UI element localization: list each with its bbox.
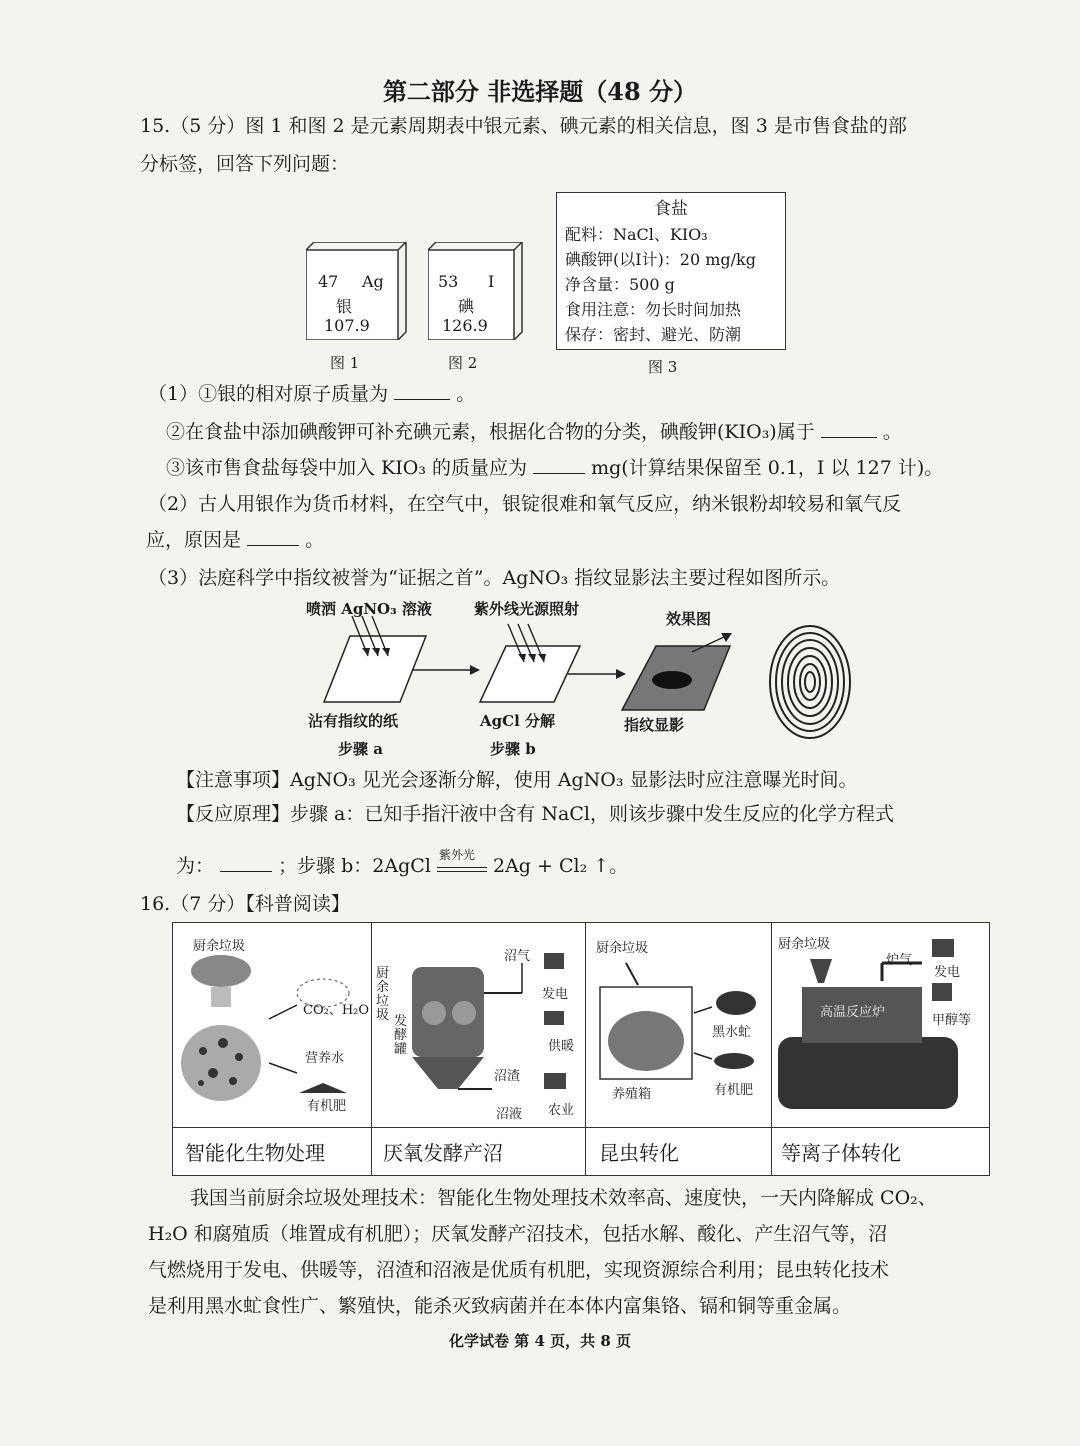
answer-blank[interactable] — [247, 527, 299, 546]
silver-atomic-number: 47 — [318, 272, 339, 291]
panel-plasma — [772, 923, 988, 1127]
salt-label-ingredients: 配料：NaCl、KIO₃ — [565, 225, 708, 244]
salt-label-caution: 食用注意：勿长时间加热 — [565, 300, 742, 319]
panel-insect — [586, 923, 770, 1127]
q15-part2-text: 应，原因是 — [146, 529, 242, 551]
reaction-condition-text: 紫外光 — [438, 848, 475, 862]
decomposition-label: AgCl 分解 — [480, 712, 555, 730]
panel3-box-label: 养殖箱 — [612, 1087, 652, 1102]
silver-name: 银 — [336, 297, 353, 316]
q15-part2-line2 — [146, 526, 324, 554]
reaction-condition — [437, 848, 487, 872]
divider — [173, 1127, 989, 1128]
panel3-larva-label: 黑水虻 — [712, 1025, 752, 1040]
panel-anaerobic — [372, 923, 584, 1127]
q15-part3: （3）法庭科学中指纹被誉为“证据之首”。AgNO₃ 指纹显影法主要过程如图所示。 — [148, 567, 841, 589]
answer-blank[interactable] — [394, 381, 450, 400]
paper-label: 沾有指纹的纸 — [308, 712, 399, 730]
step-spray-label: 喷洒 AgNO₃ 溶液 — [306, 600, 432, 618]
page-footer: 化学试卷 第 4 页，共 8 页 — [449, 1332, 631, 1350]
panel2-biogas-label: 沼气 — [504, 949, 531, 964]
panel3-input-label: 厨余垃圾 — [596, 941, 649, 956]
salt-label — [556, 192, 786, 350]
answer-blank[interactable] — [821, 419, 877, 438]
panel2-input-label: 厨余垃圾 — [376, 966, 390, 1023]
panel2-tank-label: 发酵罐 — [394, 1014, 408, 1057]
reading-line3: 气燃烧用于发电、供暖等，沼渣和沼液是优质有机肥，实现资源综合利用；昆虫转化技术 — [148, 1259, 890, 1281]
q15-part1-a-text: （1）①银的相对原子质量为 — [148, 383, 389, 405]
panel2-power-label: 发电 — [542, 987, 569, 1002]
panel4-gas-label: 炉气 — [886, 953, 913, 968]
process-flow-graphic — [300, 596, 860, 766]
panel1-gas-label: CO₂、H₂O — [303, 1003, 370, 1018]
equation-products: 2Ag + Cl₂ ↑。 — [493, 855, 629, 877]
q16-heading: 16.（7 分）【科普阅读】 — [140, 893, 350, 915]
silver-atomic-mass: 107.9 — [324, 316, 370, 335]
element-card-iodine — [428, 248, 528, 340]
panel2-agriculture-label: 农业 — [548, 1103, 575, 1118]
salt-label-iodate: 碘酸钾(以I计)：20 mg/kg — [565, 250, 756, 269]
salt-label-title: 食盐 — [654, 199, 688, 219]
develop-label: 指纹显影 — [624, 716, 685, 734]
panel2-title: 厌氧发酵产沼 — [383, 1141, 503, 1165]
panel4-methanol-label: 甲醇等 — [932, 1013, 972, 1028]
element-card-silver — [306, 248, 406, 340]
waste-treatment-figure — [172, 922, 990, 1176]
fingerprint-process-diagram — [300, 596, 860, 766]
panel-bio-treatment — [173, 923, 371, 1127]
equation-line — [176, 848, 629, 880]
answer-blank[interactable] — [220, 853, 272, 872]
section-title: 第二部分 非选择题（48 分） — [382, 77, 698, 106]
panel2-heating-label: 供暖 — [548, 1039, 575, 1054]
panel1-title: 智能化生物处理 — [185, 1141, 325, 1165]
step-b-label: 步骤 b — [490, 740, 536, 758]
silver-symbol: Ag — [362, 272, 384, 291]
fig3-caption: 图 3 — [648, 358, 678, 376]
q15-intro-line1: 15.（5 分）图 1 和图 2 是元素周期表中银元素、碘元素的相关信息，图 3 是市售食盐的部 — [140, 115, 907, 137]
q15-part1-b-end: 。 — [882, 421, 902, 443]
q15-part1-c-end: mg(计算结果保留至 0.1，I 以 127 计)。 — [591, 457, 944, 479]
q15-intro-line2: 分标签，回答下列问题： — [140, 153, 350, 175]
panel4-title: 等离子体转化 — [781, 1141, 901, 1165]
reading-line1: 我国当前厨余垃圾处理技术：智能化生物处理技术效率高、速度快，一天内降解成 CO₂、 — [190, 1187, 937, 1209]
q15-part1-a-end: 。 — [456, 383, 476, 405]
q15-part1-c — [166, 454, 943, 482]
answer-blank[interactable] — [533, 455, 585, 474]
fig1-caption: 图 1 — [330, 354, 360, 372]
q15-part1-b — [166, 418, 902, 446]
notice-line: 【注意事项】AgNO₃ 见光会逐渐分解，使用 AgNO₃ 显影法时应注意曝光时间。 — [176, 769, 858, 791]
q15-part1-b-text: ②在食盐中添加碘酸钾可补充碘元素，根据化合物的分类，碘酸钾(KIO₃)属于 — [166, 421, 815, 443]
panel4-input-label: 厨余垃圾 — [778, 937, 831, 952]
panel4-furnace-label: 高温反应炉 — [820, 1005, 886, 1020]
panel1-input-label: 厨余垃圾 — [193, 939, 246, 954]
panel1-water-label: 营养水 — [305, 1051, 345, 1066]
panel2-slurry-label: 沼液 — [496, 1107, 523, 1122]
step-uv-label: 紫外线光源照射 — [474, 600, 580, 618]
step-a-label: 步骤 a — [338, 740, 383, 758]
fig2-caption: 图 2 — [448, 354, 478, 372]
q15-part2-end: 。 — [305, 529, 325, 551]
iodine-atomic-mass: 126.9 — [442, 316, 488, 335]
q15-part2-line1: （2）古人用银作为货币材料，在空气中，银锭很难和氧气反应，纳米银粉却较易和氧气反 — [148, 493, 902, 515]
panel2-residue-label: 沼渣 — [494, 1069, 521, 1084]
iodine-symbol: I — [488, 272, 495, 291]
effect-label: 效果图 — [666, 610, 712, 628]
salt-label-net-weight: 净含量：500 g — [565, 275, 675, 294]
equation-step-b: ；步骤 b：2AgCl — [278, 855, 431, 877]
panel4-power-label: 发电 — [934, 965, 961, 980]
panel1-fertilizer-label: 有机肥 — [307, 1099, 347, 1114]
q15-part1-a — [148, 380, 475, 408]
salt-label-storage: 保存：密封、避光、防潮 — [565, 325, 742, 344]
panel3-fertilizer-label: 有机肥 — [714, 1083, 754, 1098]
panel3-title: 昆虫转化 — [599, 1141, 679, 1165]
principle-line: 【反应原理】步骤 a：已知手指汗液中含有 NaCl，则该步骤中发生反应的化学方程式 — [176, 803, 894, 825]
iodine-atomic-number: 53 — [438, 272, 459, 291]
reading-line2: H₂O 和腐殖质（堆置成有机肥）；厌氧发酵产沼技术，包括水解、酸化、产生沼气等，沼 — [148, 1223, 888, 1245]
q15-part1-c-text: ③该市售食盐每袋中加入 KIO₃ 的质量应为 — [166, 457, 527, 479]
reading-line4: 是利用黑水虻食性广、繁殖快，能杀灭致病菌并在本体内富集铬、镉和铜等重金属。 — [148, 1295, 852, 1317]
iodine-name: 碘 — [458, 297, 475, 316]
equation-prefix: 为： — [176, 855, 215, 877]
